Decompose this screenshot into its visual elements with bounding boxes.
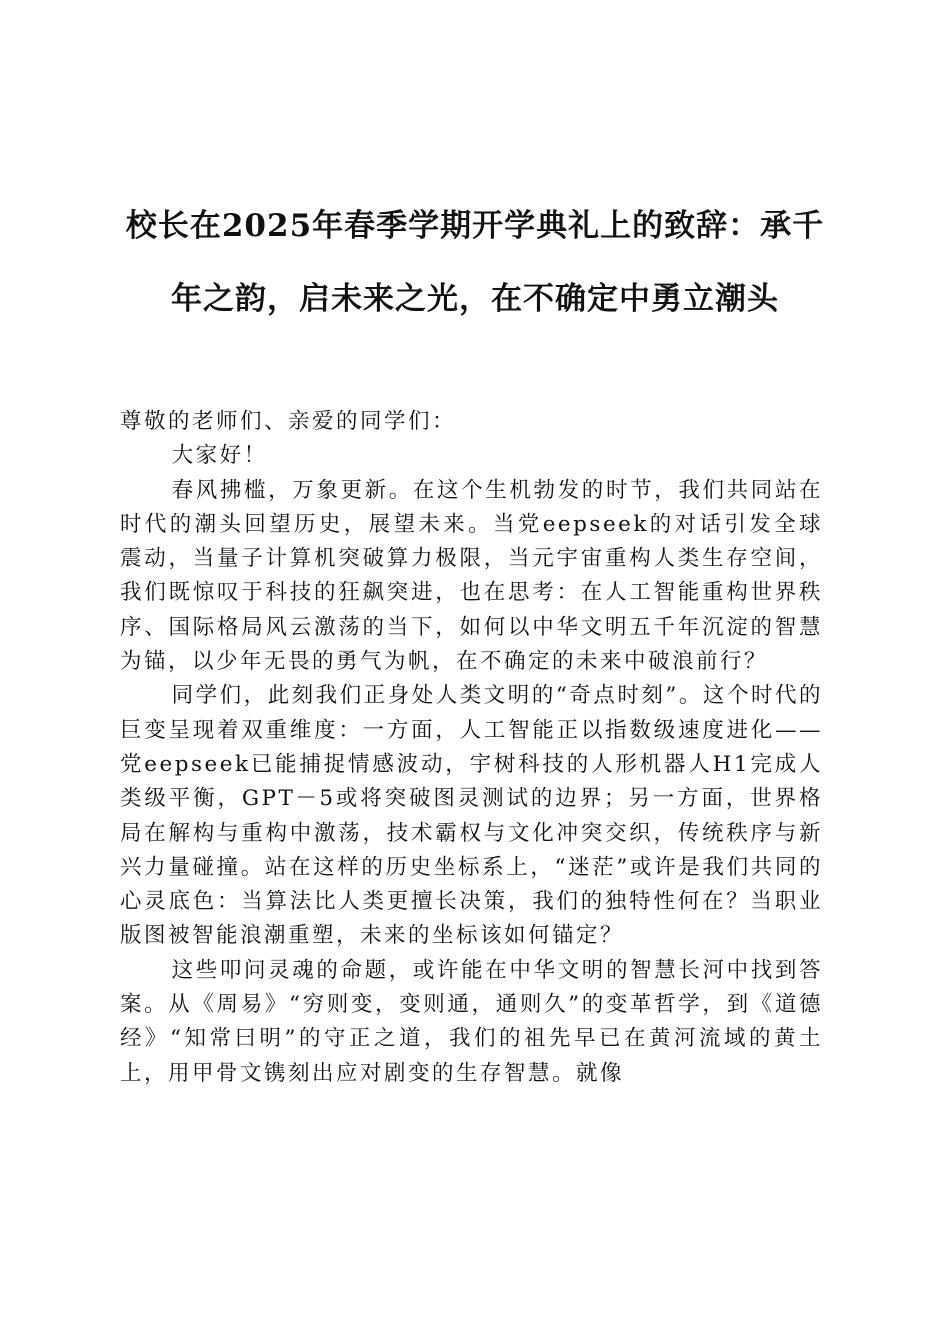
paragraph-2: 同学们，此刻我们正身处人类文明的“奇点时刻”。这个时代的巨变呈现着双重维度：一方面，人工智能正以指数级速度进化——党eepseek已能捕捉情感波动，宇树科技的人形机器人H1完成人类级平衡，GPT－5或将突破图灵测试的边界；另一方面，世界格局在解构与重构中激荡，技术霸权与文化冲突交织，传统秩序与新兴力量碰撞。站在这样的历史坐标系上，“迷茫”或许是我们共同的心灵底色：当算法比人类更擅长决策，我们的独特性何在？当职业版图被智能浪潮重塑，未来的坐标该如何锚定？ [120, 683, 823, 949]
document-body [120, 405, 823, 1091]
salutation: 尊敬的老师们、亲爱的同学们： [120, 409, 457, 434]
document-title: 校长在2025年春季学期开学典礼上的致辞：承千年之韵，启未来之光，在不确定中勇立潮头 [125, 208, 825, 317]
paragraph-1: 春风拂槛，万象更新。在这个生机勃发的时节，我们共同站在时代的潮头回望历史，展望未来。当党eepseek的对话引发全球震动，当量子计算机突破算力极限，当元宇宙重构人类生存空间，我们既惊叹于科技的狂飙突进，也在思考：在人工智能重构世界秩序、国际格局风云激荡的当下，如何以中华文明五千年沉淀的智慧为锚，以少年无畏的勇气为帆，在不确定的未来中破浪前行？ [120, 477, 823, 675]
paragraph-3: 这些叩问灵魂的命题，或许能在中华文明的智慧长河中找到答案。从《周易》“穷则变，变则通，通则久”的变革哲学，到《道德经》“知常曰明”的守正之道，我们的祖先早已在黄河流域的黄土上，用甲骨文镌刻出应对剧变的生存智慧。就像 [120, 957, 823, 1086]
greeting: 大家好！ [171, 443, 268, 469]
